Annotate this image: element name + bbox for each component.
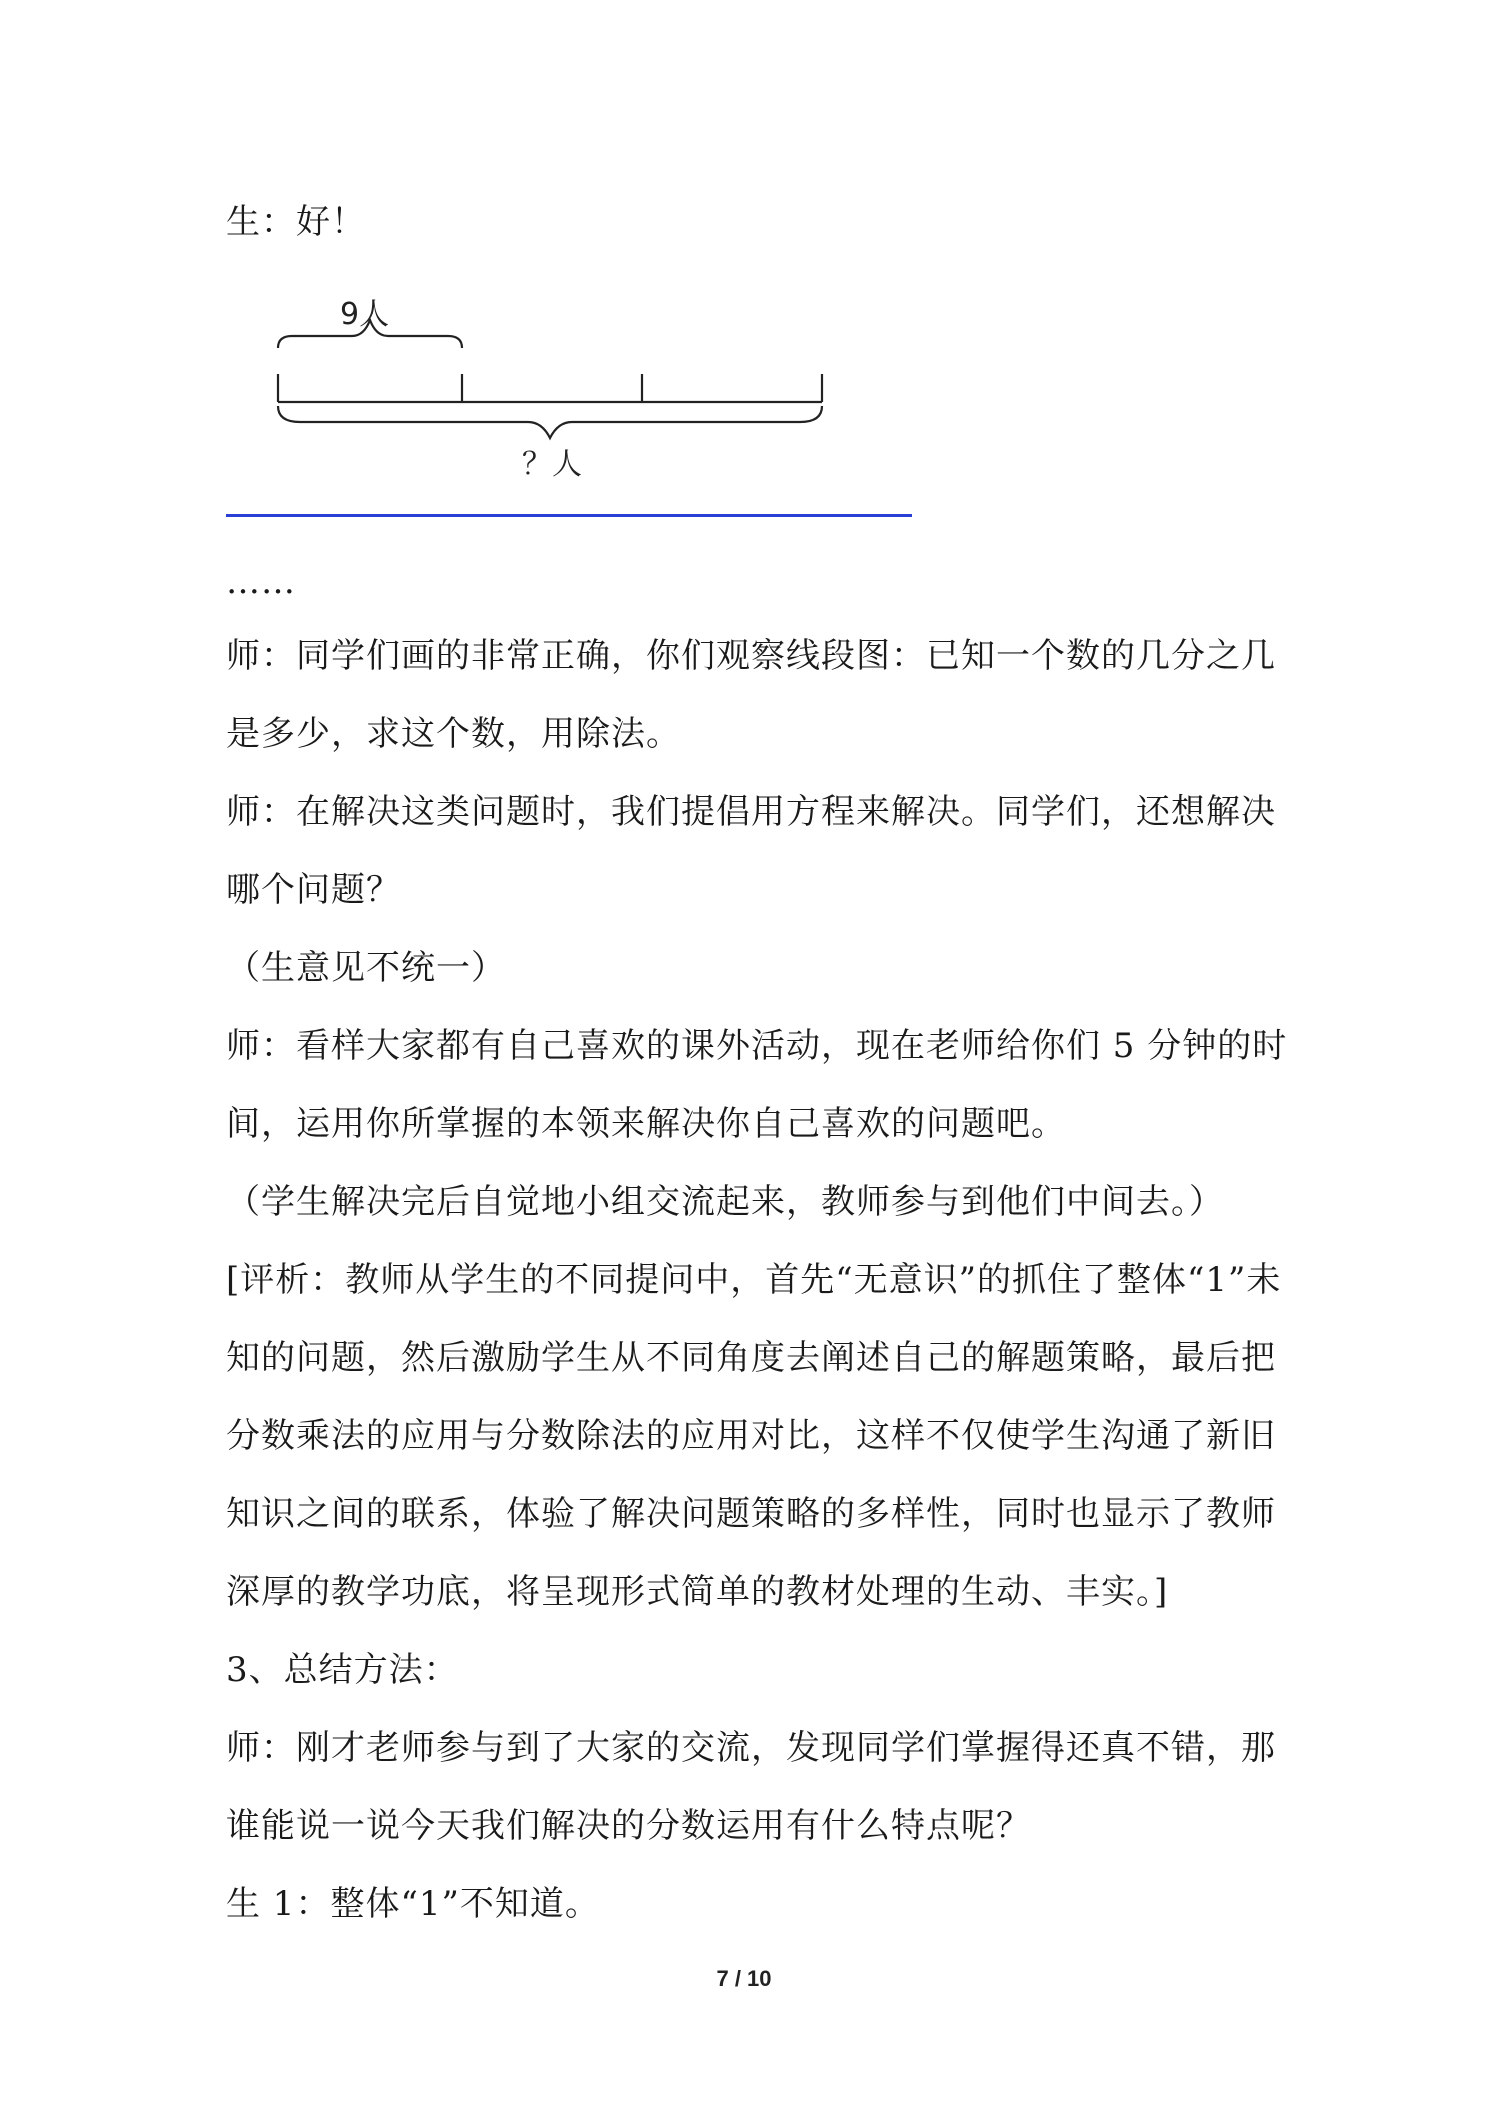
paragraph: 知的问题，然后激励学生从不同角度去阐述自己的解题策略，最后把 [226, 1338, 1276, 1378]
paragraph: 谁能说一说今天我们解决的分数运用有什么特点呢？ [226, 1806, 1031, 1846]
paragraph: 分数乘法的应用与分数除法的应用对比，这样不仅使学生沟通了新旧 [226, 1416, 1276, 1456]
paragraph: 知识之间的联系，体验了解决问题策略的多样性，同时也显示了教师 [226, 1494, 1276, 1534]
paragraph: …… [226, 562, 296, 602]
paragraph: 生 1：整体“1”不知道。 [226, 1884, 600, 1924]
paragraph: 生：好！ [226, 202, 366, 242]
paragraph: 间，运用你所掌握的本领来解决你自己喜欢的问题吧。 [226, 1104, 1066, 1144]
paragraph: 师：在解决这类问题时，我们提倡用方程来解决。同学们，还想解决 [226, 792, 1276, 832]
paragraph: 师：刚才老师参与到了大家的交流，发现同学们掌握得还真不错，那 [226, 1728, 1276, 1768]
line-segment-diagram [260, 290, 860, 490]
top-label: 9人 [340, 297, 390, 332]
paragraph: 哪个问题？ [226, 870, 401, 910]
paragraph: 深厚的教学功底，将呈现形式简单的教材处理的生动、丰实。] [226, 1572, 1169, 1612]
page-number: 7 / 10 [716, 1966, 772, 1991]
blue-horizontal-rule [226, 514, 912, 517]
paragraph: 师：同学们画的非常正确，你们观察线段图：已知一个数的几分之几 [226, 636, 1276, 676]
paragraph: 是多少，求这个数，用除法。 [226, 714, 681, 754]
paragraph: （学生解决完后自觉地小组交流起来，教师参与到他们中间去。） [226, 1182, 1224, 1222]
paragraph: 师：看样大家都有自己喜欢的课外活动，现在老师给你们 5 分钟的时 [226, 1026, 1288, 1066]
paragraph: [评析：教师从学生的不同提问中，首先“无意识”的抓住了整体“1”未 [226, 1260, 1282, 1300]
line-segment-diagram-svg [260, 290, 860, 490]
bottom-brace [278, 406, 822, 438]
paragraph: （生意见不统一） [226, 948, 506, 988]
section-heading: 3、总结方法： [226, 1650, 459, 1690]
bottom-label: ？人 [522, 447, 582, 482]
